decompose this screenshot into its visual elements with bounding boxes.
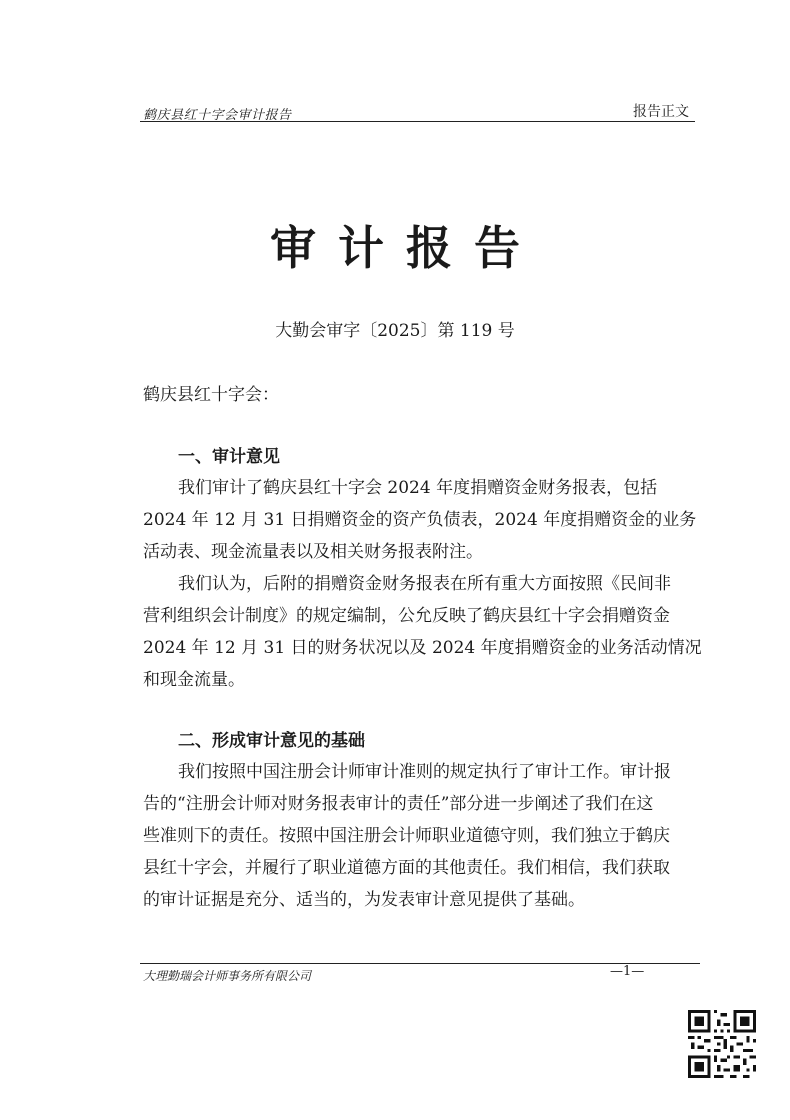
header-rule [140,121,695,122]
paragraph-line: 我们按照中国注册会计师审计准则的规定执行了审计工作。审计报 [178,762,671,782]
section-heading-audit-opinion: 一、审计意见 [178,447,280,467]
paragraph-line: 的审计证据是充分、适当的，为发表审计意见提供了基础。 [143,890,585,910]
paragraph-line: 2024 年 12 月 31 日捐赠资金的资产负债表，2024 年度捐赠资金的业务 [143,510,697,530]
paragraph-line: 告的“注册会计师对财务报表审计的责任”部分进一步阐述了我们在这 [143,794,654,814]
paragraph-line: 和现金流量。 [143,670,245,690]
paragraph-line: 县红十字会，并履行了职业道德方面的其他责任。我们相信，我们获取 [143,858,670,878]
footer-firm-name: 大理勤瑞会计师事务所有限公司 [143,969,312,983]
paragraph-line: 活动表、现金流量表以及相关财务报表附注。 [143,542,483,562]
paragraph-line: 2024 年 12 月 31 日的财务状况以及 2024 年度捐赠资金的业务活动情况 [143,638,702,658]
section-heading-basis: 二、形成审计意见的基础 [178,731,365,751]
page-number: —1— [610,964,645,979]
header-section-label: 报告正文 [633,104,689,120]
paragraph-line: 些准则下的责任。按照中国注册会计师职业道德守则，我们独立于鹤庆 [143,826,670,846]
qr-code-icon [688,1010,756,1078]
paragraph-line: 我们审计了鹤庆县红十字会 2024 年度捐赠资金财务报表，包括 [178,478,658,498]
addressee: 鹤庆县红十字会： [143,385,279,405]
paragraph-line: 我们认为，后附的捐赠资金财务报表在所有重大方面按照《民间非 [178,574,671,594]
report-title: 审计报告 [270,221,542,275]
header-org-title: 鹤庆县红十字会审计报告 [143,108,292,123]
paragraph-line: 营利组织会计制度》的规定编制，公允反映了鹤庆县红十字会捐赠资金 [143,606,670,626]
document-number: 大勤会审字〔2025〕第 119 号 [275,321,515,341]
